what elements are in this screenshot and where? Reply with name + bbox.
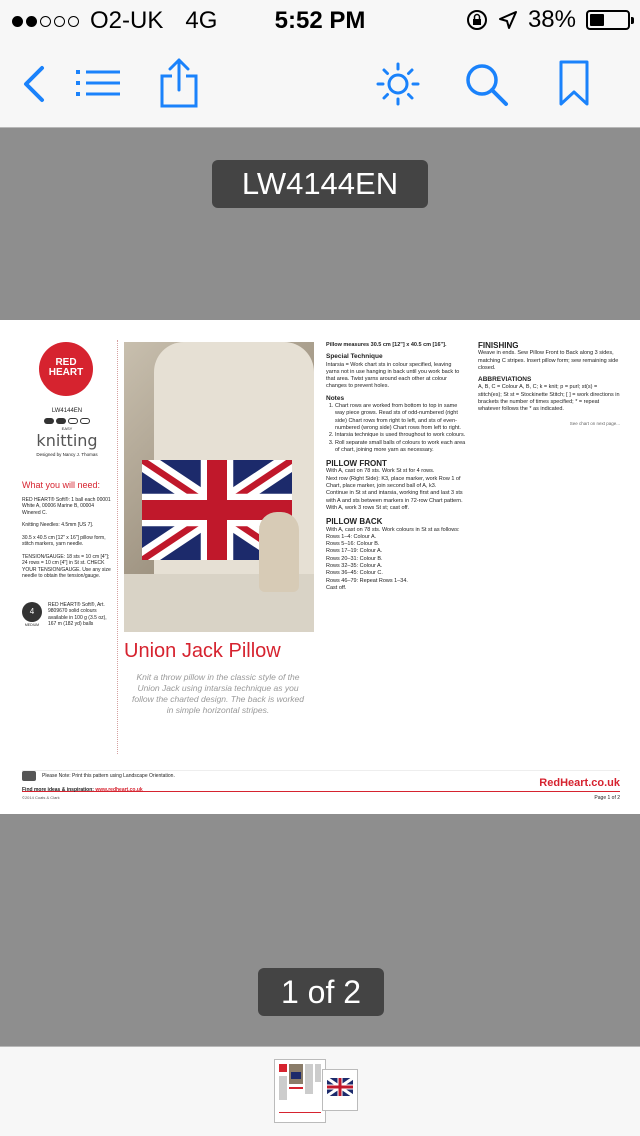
- location-icon: [498, 10, 518, 30]
- document-viewer[interactable]: [0, 128, 640, 1046]
- yarn-weight-icon: 4: [22, 602, 42, 622]
- page-thumbnail-1[interactable]: [274, 1059, 326, 1123]
- pillow-back-heading: PILLOW BACK: [326, 517, 383, 527]
- footer-brand: RedHeart.co.uk: [539, 777, 620, 789]
- material-item: TENSION/GAUGE: 18 sts = 10 cm [4"]; 24 rows = 10 cm [4"] in St st. CHECK YOUR TENSION/GAUGE. Use any size needle to obtain the tension/gauge.: [22, 553, 111, 579]
- notes-heading: Notes: [326, 394, 345, 402]
- skill-level-label: EASY: [61, 425, 73, 431]
- dog-figurine: [259, 512, 299, 592]
- network-type: 4G: [185, 7, 218, 34]
- status-bar: [0, 0, 640, 40]
- find-more: Find more ideas & inspiration: www.redheart.co.uk: [22, 787, 143, 793]
- front-step: With A, cast on 78 sts. Work St st for 4 rows.: [326, 468, 435, 475]
- materials-column: [22, 342, 112, 628]
- measurement: Pillow measures 30.5 cm [12"] x 40.5 cm [16"].: [326, 342, 447, 348]
- reader-toolbar: [0, 40, 640, 128]
- pillow-front-heading: PILLOW FRONT: [326, 459, 387, 469]
- page-thumbnail-2[interactable]: [322, 1069, 358, 1111]
- back-row: Rows 17–19: Colour A.: [326, 548, 383, 555]
- abbreviations-text: A, B, C = Colour A, B, C; k = knit; p = purl; st(s) = stitch(es); St st = Stockinette Stitch; [ ] = work directions in brackets the number of times specified; * = repeat whatever follows the * as indicated.: [478, 384, 620, 413]
- carrier-name: O2-UK: [90, 7, 164, 34]
- back-icon: [20, 58, 48, 110]
- status-time: 5:52 PM: [274, 7, 366, 34]
- bookmark-icon: [558, 58, 590, 110]
- front-step: Continue in St st and intarsia, working first and last 3 sts with A and sts between markers in 72-row Chart pattern.: [326, 490, 463, 504]
- pattern-description: Knit a throw pillow in the classic style of the Union Jack using intarsia technique as you follow the charted design. The back is worked in simple horizontal stripes.: [132, 672, 304, 715]
- status-right: [466, 6, 630, 34]
- pillow-photo: [124, 342, 314, 632]
- list-icon: [76, 58, 122, 110]
- pdf-page[interactable]: [0, 320, 640, 814]
- document-title: LW4144EN: [212, 160, 428, 208]
- finishing-text: Weave in ends. Sew Pillow Front to Back along 3 sides, matching C stripes. Insert pillow form; sew remaining side closed.: [478, 350, 619, 371]
- pattern-code: LW4144EN: [51, 408, 83, 414]
- material-item: Knitting Needles: 4.5mm [US 7].: [22, 522, 94, 528]
- special-technique-heading: Special Technique: [326, 353, 383, 361]
- back-row: Rows 46–79: Repeat Rows 1–34.: [326, 577, 408, 584]
- search-button[interactable]: [462, 58, 510, 110]
- see-chart-note: See chart on next page...: [569, 420, 620, 426]
- back-row: Rows 36–45: Colour C.: [326, 570, 383, 577]
- copyright: ©2014 Coats & Clark: [22, 795, 60, 800]
- skill-level-meter: [22, 418, 112, 424]
- search-icon: [462, 58, 510, 110]
- back-row: Cast off.: [326, 584, 347, 591]
- back-button[interactable]: [20, 58, 48, 110]
- website-link[interactable]: www.redheart.co.uk: [95, 787, 143, 793]
- page-counter: 1 of 2: [258, 968, 384, 1016]
- back-intro: With A, cast on 78 sts. Work colours in St st as follows:: [326, 526, 460, 533]
- finishing-column: [478, 342, 620, 427]
- note-item: 1. Chart rows are worked from bottom to top in same way piece grows. Read sts of odd-numbered (right side) Chart rows from right to left, and sts of even-numbered (wrong side) Chart rows from left to right.: [335, 403, 466, 432]
- orientation-lock-icon: [466, 9, 488, 31]
- page-footer: [22, 770, 620, 801]
- back-row: Rows 1–4: Colour A.: [326, 533, 377, 540]
- designer-credit: Designed by Nancy J. Thomas: [36, 452, 98, 457]
- abbreviations-heading: ABBREVIATIONS: [478, 376, 532, 384]
- print-note: Please Note: Print this pattern using Landscape Orientation.: [22, 771, 175, 781]
- bookmark-button[interactable]: [558, 58, 590, 110]
- red-heart-logo: RED HEART: [39, 342, 93, 396]
- instructions-column: [326, 342, 466, 592]
- note-item: 2. Intarsia technique is used throughout to work colours.: [335, 432, 466, 439]
- thumbnail-strip: [0, 1046, 640, 1136]
- back-row: Rows 32–35: Colour A.: [326, 563, 383, 570]
- pattern-title: Union Jack Pillow: [124, 640, 281, 662]
- note-item: 3. Roll separate small balls of colours to work each area of chart, joining more yarn as necessary.: [335, 440, 466, 455]
- back-row: Rows 5–16: Colour B.: [326, 541, 380, 548]
- column-divider: [117, 340, 118, 754]
- yarn-info: [22, 602, 112, 629]
- material-item: 30.5 x 40.5 cm [12" x 16"] pillow form, stitch markers, yarn needle.: [22, 534, 106, 547]
- battery-icon: [586, 10, 630, 30]
- contents-button[interactable]: [76, 58, 122, 110]
- thumbnail-preview: [275, 1060, 325, 1122]
- brightness-button[interactable]: [374, 58, 422, 110]
- page-label: Page 1 of 2: [594, 795, 620, 801]
- battery-percent: 38%: [527, 6, 576, 33]
- special-technique-text: Intarsia = Work chart sts in colour specified, leaving yarns not in use hanging in back until you work back to that area. Twist yarns around each other at colour changes to prevent holes.: [326, 361, 460, 390]
- material-item: RED HEART® Soft®: 1 ball each 00001 White A, 00006 Marine B, 00004 Winered C.: [22, 496, 111, 516]
- finishing-heading: FINISHING: [478, 341, 519, 350]
- brightness-icon: [374, 58, 422, 110]
- back-row: Rows 20–31: Colour B.: [326, 555, 383, 562]
- share-icon: [158, 58, 200, 110]
- front-step: With A, work 3 rows St st; cast off.: [326, 504, 410, 511]
- notes-list: [326, 403, 466, 454]
- front-step: Next row (Right Side): K3, place marker, work Row 1 of Chart, place marker, join second ball of A, k3.: [326, 475, 461, 490]
- yarn-weight-label: MEDIUM: [24, 622, 40, 627]
- share-button[interactable]: [158, 58, 200, 110]
- yarn-description: RED HEART® Soft®, Art. 9809670 solid colours available in 100 g (3.5 oz), 167 m (182 yd) balls: [48, 601, 107, 627]
- thumbnail-chart: [323, 1070, 357, 1110]
- printer-icon: [22, 771, 36, 781]
- materials-heading: What you will need:: [22, 479, 101, 490]
- craft-label: knitting: [36, 431, 98, 450]
